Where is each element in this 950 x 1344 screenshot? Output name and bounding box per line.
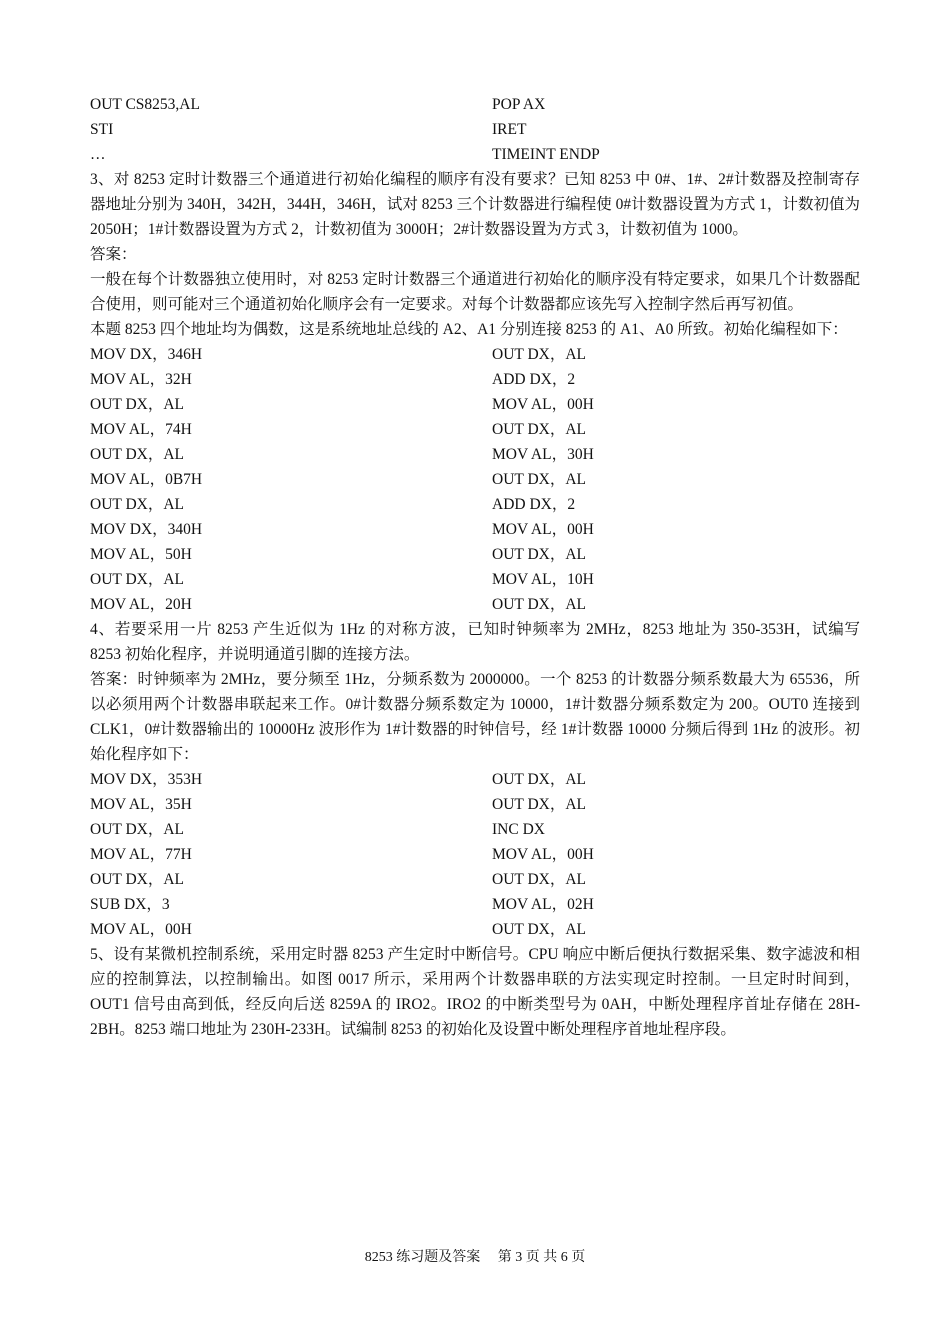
question-3: 3、对 8253 定时计数器三个通道进行初始化编程的顺序有没有要求？已知 8253 中 0#、1#、2#计数器及控制寄存器地址分别为 340H，342H，344H，346H，试对 8253 三个计数器进行编程使 0#计数器设置为方式 1，计数初值为 2050H；1#计数器设置为方式 2，计数初值为 3000H；2#计数器设置为方式 3，计数初值为 1000。 bbox=[90, 171, 860, 238]
code-line bbox=[90, 117, 860, 142]
code-left: MOV AL，00H bbox=[90, 921, 192, 938]
code-line bbox=[90, 442, 860, 467]
code-line bbox=[90, 492, 860, 517]
code-line bbox=[90, 542, 860, 567]
code-right: OUT DX，AL bbox=[492, 771, 586, 788]
top-code-block bbox=[90, 92, 860, 167]
code-left: MOV AL，0B7H bbox=[90, 471, 203, 488]
code-line bbox=[90, 342, 860, 367]
code-line bbox=[90, 767, 860, 792]
code-left: OUT DX，AL bbox=[90, 871, 184, 888]
code-left: … bbox=[90, 146, 106, 163]
code-line bbox=[90, 92, 860, 117]
code-line bbox=[90, 917, 860, 942]
code-left: OUT DX，AL bbox=[90, 396, 184, 413]
code-right: MOV AL，00H bbox=[492, 521, 594, 538]
code-left: OUT DX，AL bbox=[90, 571, 184, 588]
code-line bbox=[90, 567, 860, 592]
code-right: OUT DX，AL bbox=[492, 421, 586, 438]
code-line bbox=[90, 867, 860, 892]
code-left: STI bbox=[90, 121, 114, 138]
code-right: OUT DX，AL bbox=[492, 921, 586, 938]
q3-code-block bbox=[90, 342, 860, 617]
code-left: MOV AL，50H bbox=[90, 546, 192, 563]
code-right: OUT DX，AL bbox=[492, 346, 586, 363]
code-right: IRET bbox=[492, 121, 527, 138]
code-left: OUT DX，AL bbox=[90, 446, 184, 463]
code-right: MOV AL，00H bbox=[492, 846, 594, 863]
code-right: ADD DX，2 bbox=[492, 371, 576, 388]
code-line bbox=[90, 367, 860, 392]
code-right: INC DX bbox=[492, 821, 545, 838]
code-right: OUT DX，AL bbox=[492, 546, 586, 563]
code-line bbox=[90, 792, 860, 817]
code-right: OUT DX，AL bbox=[492, 596, 586, 613]
code-left: MOV AL，77H bbox=[90, 846, 192, 863]
code-left: OUT DX，AL bbox=[90, 821, 184, 838]
code-line bbox=[90, 142, 860, 167]
code-line bbox=[90, 892, 860, 917]
code-right: MOV AL，30H bbox=[492, 446, 594, 463]
code-line bbox=[90, 417, 860, 442]
code-left: MOV DX，340H bbox=[90, 521, 203, 538]
code-left: MOV AL，35H bbox=[90, 796, 192, 813]
answer-paragraph: 本题 8253 四个地址均为偶数，这是系统地址总线的 A2、A1 分别连接 8253 的 A1、A0 所致。初始化编程如下： bbox=[90, 321, 848, 338]
code-left: OUT CS8253,AL bbox=[90, 96, 200, 113]
code-line bbox=[90, 842, 860, 867]
code-right: TIMEINT ENDP bbox=[492, 146, 600, 163]
code-line bbox=[90, 817, 860, 842]
code-right: POP AX bbox=[492, 96, 546, 113]
code-line bbox=[90, 517, 860, 542]
code-right: OUT DX，AL bbox=[492, 471, 586, 488]
code-left: OUT DX，AL bbox=[90, 496, 184, 513]
code-line bbox=[90, 592, 860, 617]
answer-paragraph: 一般在每个计数器独立使用时，对 8253 定时计数器三个通道进行初始化的顺序没有特定要求，如果几个计数器配合使用，则可能对三个通道初始化顺序会有一定要求。对每个计数器都应该先写入控制字然后再写初值。 bbox=[90, 271, 860, 313]
question-5: 5、设有某微机控制系统，采用定时器 8253 产生定时中断信号。CPU 响应中断后便执行数据采集、数字滤波和相应的控制算法，以控制输出。如图 0017 所示，采用两个计数器串联的方法实现定时控制。一旦定时时间到，OUT1 信号由高到低，经反向后送 8259A 的 IRO2。IRO2 的中断类型号为 0AH，中断处理程序首址存储在 28H-2BH。8253 端口地址为 230H-233H。试编制 8253 的初始化及设置中断处理程序首地址程序段。 bbox=[90, 946, 860, 1038]
document-page bbox=[90, 92, 860, 1042]
code-right: OUT DX，AL bbox=[492, 796, 586, 813]
code-left: MOV AL，20H bbox=[90, 596, 192, 613]
code-left: MOV DX，353H bbox=[90, 771, 203, 788]
answer-label: 答案： bbox=[90, 246, 137, 263]
code-line bbox=[90, 392, 860, 417]
code-left: SUB DX，3 bbox=[90, 896, 170, 913]
answer-paragraph: 答案：时钟频率为 2MHz，要分频至 1Hz，分频系数为 2000000。一个 8253 的计数器分频系数最大为 65536，所以必须用两个计数器串联起来工作。0#计数器分频系数定为 10000，1#计数器分频系数定为 200。OUT0 连接到 CLK1，0#计数器输出的 10000Hz 波形作为 1#计数器的时钟信号，经 1#计数器 10000 分频后得到 1Hz 的波形。初始化程序如下： bbox=[90, 671, 860, 763]
code-right: ADD DX，2 bbox=[492, 496, 576, 513]
code-right: MOV AL，10H bbox=[492, 571, 594, 588]
code-right: OUT DX，AL bbox=[492, 871, 586, 888]
code-left: MOV DX，346H bbox=[90, 346, 203, 363]
question-4: 4、若要采用一片 8253 产生近似为 1Hz 的对称方波，已知时钟频率为 2MHz，8253 地址为 350-353H，试编写 8253 初始化程序，并说明通道引脚的连接方法。 bbox=[90, 621, 860, 663]
code-left: MOV AL，32H bbox=[90, 371, 192, 388]
code-right: MOV AL，00H bbox=[492, 396, 594, 413]
q4-code-block bbox=[90, 767, 860, 942]
code-right: MOV AL，02H bbox=[492, 896, 594, 913]
code-line bbox=[90, 467, 860, 492]
page-footer: 8253 练习题及答案 第 3 页 共 6 页 bbox=[364, 1250, 586, 1265]
code-left: MOV AL，74H bbox=[90, 421, 192, 438]
